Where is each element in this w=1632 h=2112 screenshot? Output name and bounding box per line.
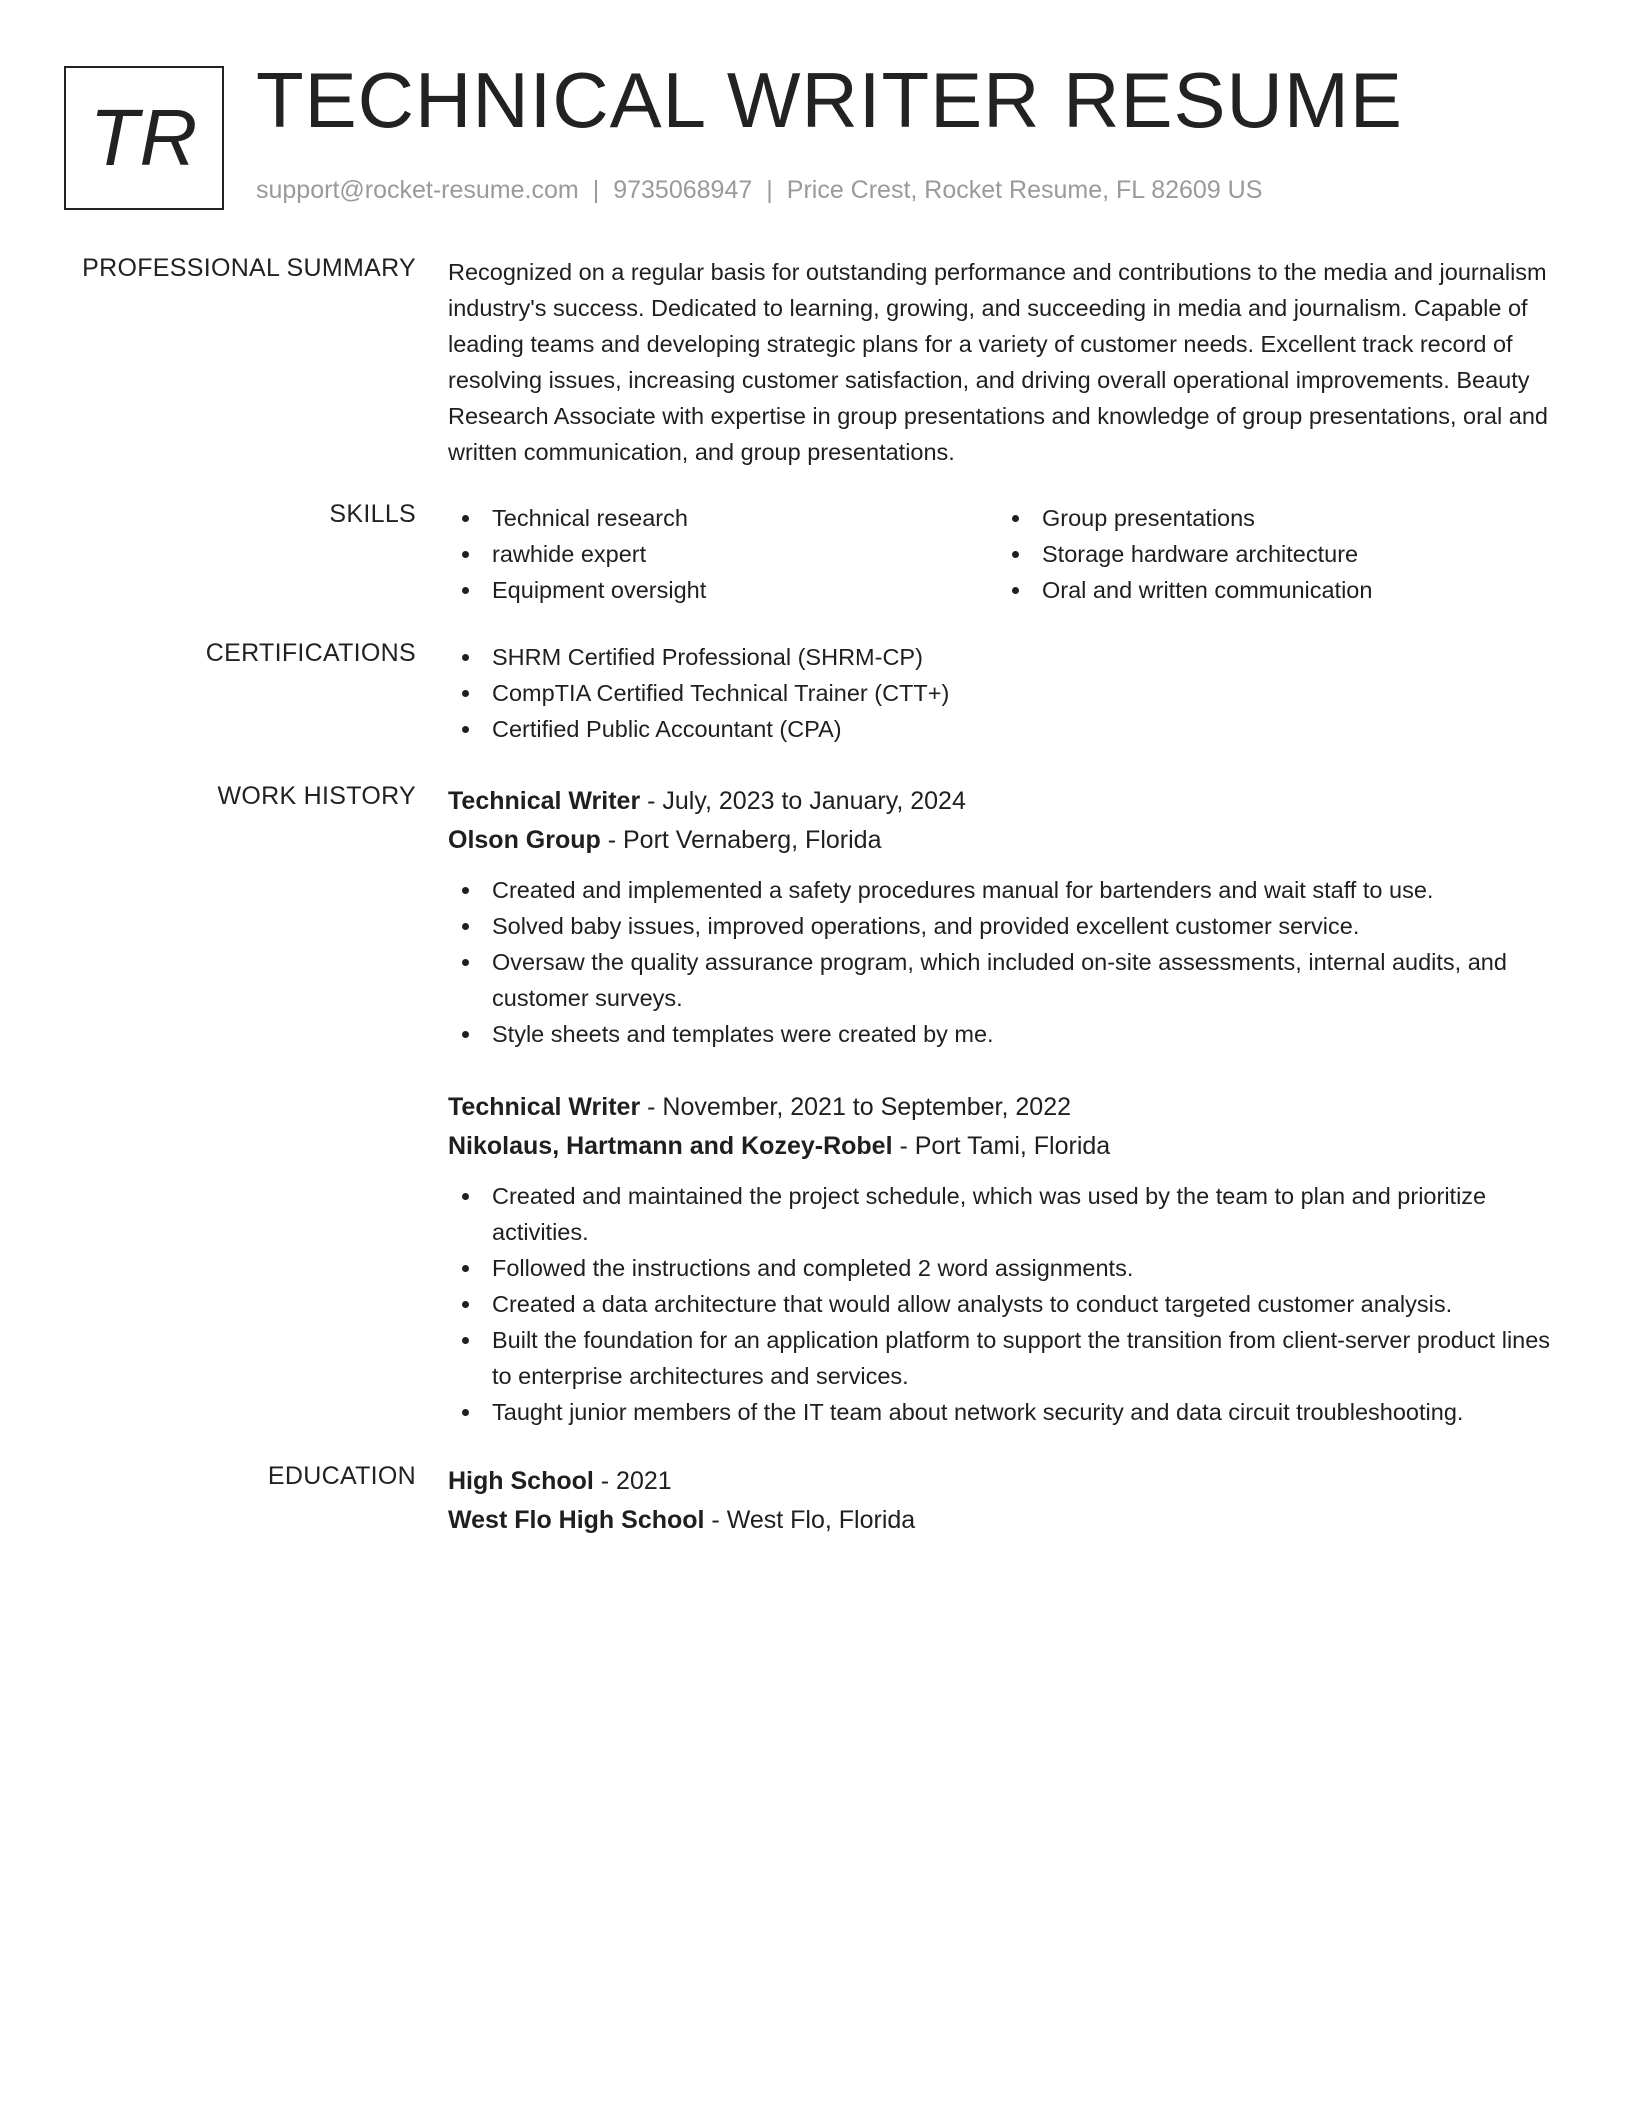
contact-address: Price Crest, Rocket Resume, FL 82609 US: [786, 176, 1263, 204]
list-item: Group presentations: [998, 500, 1548, 536]
list-item: Oral and written communication: [998, 572, 1548, 608]
list-item: Taught junior members of the IT team about network security and data circuit troubleshooting.: [448, 1394, 1568, 1430]
skills-column-left: [448, 500, 998, 608]
job-title-line: [448, 1088, 1568, 1127]
job-entry: [448, 782, 1568, 1052]
certifications-list: [448, 639, 1568, 747]
list-item: Style sheets and templates were created by me.: [448, 1016, 1568, 1052]
education-location: - West Flo, Florida: [704, 1506, 916, 1534]
job-bullets: [448, 1178, 1568, 1430]
list-item: Solved baby issues, improved operations, and provided excellent customer service.: [448, 908, 1568, 944]
certifications-section: [0, 639, 1632, 747]
job-company-line: [448, 1127, 1568, 1166]
education-degree-line: [448, 1462, 1568, 1501]
job-role: Technical Writer: [448, 1093, 641, 1121]
section-label-certifications: CERTIFICATIONS: [205, 639, 416, 667]
list-item: CompTIA Certified Technical Trainer (CTT+): [448, 675, 1568, 711]
job-company: Nikolaus, Hartmann and Kozey-Robel: [448, 1132, 893, 1160]
section-label-work: WORK HISTORY: [217, 782, 416, 810]
list-item: Technical research: [448, 500, 998, 536]
job-location: - Port Vernaberg, Florida: [600, 826, 882, 854]
job-dates: - November, 2021 to September, 2022: [640, 1093, 1072, 1121]
list-item: rawhide expert: [448, 536, 998, 572]
monogram-badge: TR: [64, 66, 224, 210]
page-title: TECHNICAL WRITER RESUME: [256, 56, 1403, 144]
section-label-summary: PROFESSIONAL SUMMARY: [82, 254, 416, 282]
education-section: [0, 1462, 1632, 1540]
skills-column-right: [998, 500, 1548, 608]
job-title-line: [448, 782, 1568, 821]
education-degree: High School: [448, 1467, 594, 1495]
education-school-line: [448, 1501, 1568, 1540]
summary-text: Recognized on a regular basis for outstanding performance and contributions to the media and journalism industry's success. Dedicated to learning, growing, and succeeding in media and journalism. Capable of leading teams and developing strategic plans for a variety of customer needs. Excellent track record of resolving issues, increasing customer satisfaction, and driving overall operational improvements. Beauty Research Associate with expertise in group presentations and knowledge of group presentations, oral and written communication, and group presentations.: [448, 259, 1548, 465]
contact-phone: 9735068947: [613, 176, 753, 204]
job-role: Technical Writer: [448, 787, 641, 815]
skills-section: [0, 500, 1632, 608]
education-entry: [448, 1462, 1568, 1540]
job-dates: - July, 2023 to January, 2024: [640, 787, 966, 815]
contact-line: [256, 176, 1262, 205]
education-year: - 2021: [593, 1467, 672, 1495]
summary-section: [0, 254, 1632, 470]
education-school: West Flo High School: [448, 1506, 705, 1534]
section-label-skills: SKILLS: [329, 500, 416, 528]
list-item: Followed the instructions and completed 2 word assignments.: [448, 1250, 1568, 1286]
job-location: - Port Tami, Florida: [892, 1132, 1111, 1160]
list-item: Created a data architecture that would allow analysts to conduct targeted customer analysis.: [448, 1286, 1568, 1322]
contact-separator: |: [766, 176, 773, 204]
list-item: Storage hardware architecture: [998, 536, 1548, 572]
list-item: Created and implemented a safety procedures manual for bartenders and wait staff to use.: [448, 872, 1568, 908]
job-entry: [448, 1088, 1568, 1430]
work-history-list: [448, 782, 1568, 1430]
contact-separator: |: [592, 176, 600, 204]
section-label-education: EDUCATION: [267, 1462, 416, 1490]
work-history-section: [0, 782, 1632, 1430]
job-company-line: [448, 821, 1568, 860]
list-item: Certified Public Accountant (CPA): [448, 711, 1568, 747]
job-bullets: [448, 872, 1568, 1052]
list-item: Oversaw the quality assurance program, which included on-site assessments, internal audits, and customer surveys.: [448, 944, 1568, 1016]
list-item: Equipment oversight: [448, 572, 998, 608]
list-item: Built the foundation for an application platform to support the transition from client-server product lines to enterprise architectures and services.: [448, 1322, 1568, 1394]
skills-list: [448, 500, 1568, 608]
list-item: SHRM Certified Professional (SHRM-CP): [448, 639, 1568, 675]
list-item: Created and maintained the project schedule, which was used by the team to plan and prioritize activities.: [448, 1178, 1568, 1250]
job-company: Olson Group: [448, 826, 601, 854]
contact-email: support@rocket-resume.com: [256, 176, 579, 204]
